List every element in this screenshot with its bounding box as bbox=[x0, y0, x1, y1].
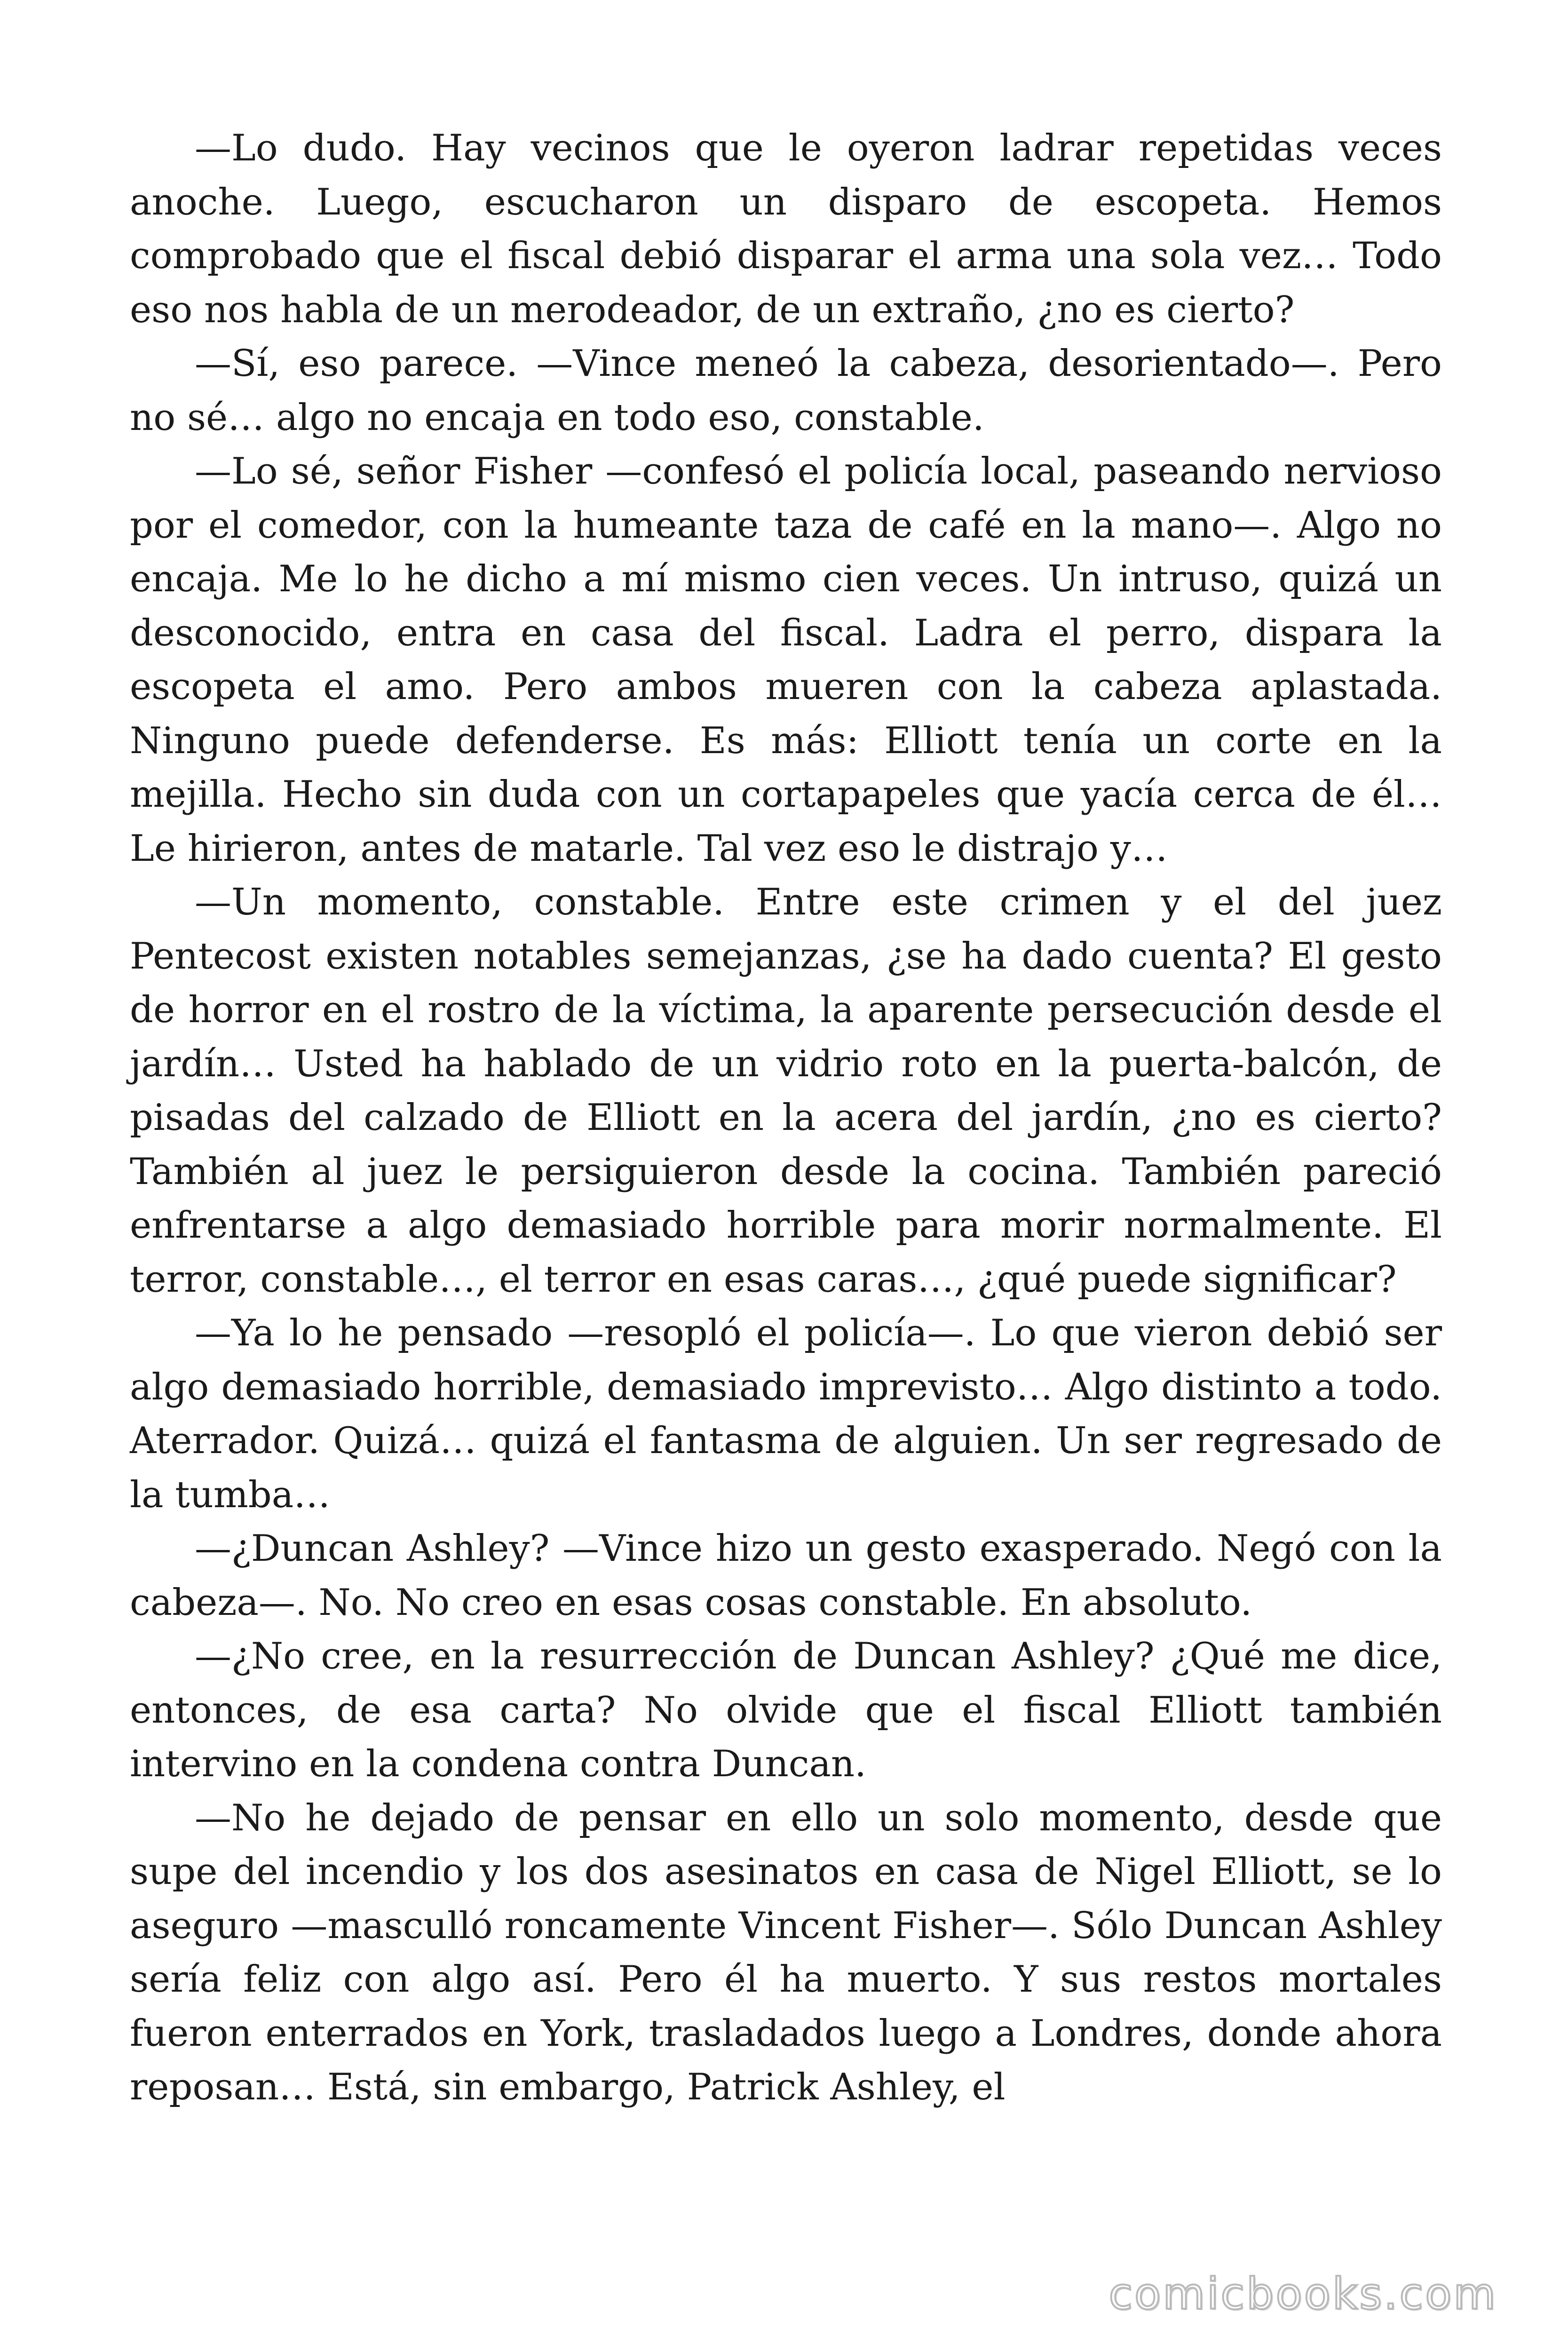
page-text-body bbox=[130, 121, 1442, 2114]
paragraph: —No he dejado de pensar en ello un solo momento, desde que supe del incendio y los dos asesinatos en casa de Nigel Elliott, se lo aseguro —masculló roncamente Vincent Fisher—. Sólo Duncan Ashley sería feliz con algo así. Pero él ha muerto. Y sus restos mortales fueron enterrados en York, trasladados luego a Londres, donde ahora reposan… Está, sin embargo, Patrick Ashley, el bbox=[130, 1796, 1442, 2108]
paragraph: —Ya lo he pensado —resopló el policía—. Lo que vieron debió ser algo demasiado horrible, demasiado imprevisto… Algo distinto a todo. Aterrador. Quizá… quizá el fantasma de alguien. Un ser regresado de la tumba… bbox=[130, 1312, 1442, 1516]
paragraph: —Lo sé, señor Fisher —confesó el policía local, paseando nervioso por el comedor, con la humeante taza de café en la mano—. Algo no encaja. Me lo he dicho a mí mismo cien veces. Un intruso, quizá un desconocido, entra en casa del fiscal. Ladra el perro, dispara la escopeta el amo. Pero ambos mueren con la cabeza aplastada. Ninguno puede defenderse. Es más: Elliott tenía un corte en la mejilla. Hecho sin duda con un cortapapeles que yacía cerca de él… Le hirieron, antes de matarle. Tal vez eso le distrajo y… bbox=[130, 450, 1442, 870]
paragraph: —Sí, eso parece. —Vince meneó la cabeza, desorientado—. Pero no sé… algo no encaja en todo eso, constable. bbox=[130, 342, 1442, 439]
paragraph: —¿Duncan Ashley? —Vince hizo un gesto exasperado. Negó con la cabeza—. No. No creo en esas cosas constable. En absoluto. bbox=[130, 1527, 1442, 1624]
watermark: comicbooks.com bbox=[1109, 2269, 1497, 2319]
paragraph: —Un momento, constable. Entre este crimen y el del juez Pentecost existen notables semejanzas, ¿se ha dado cuenta? El gesto de horror en el rostro de la víctima, la aparente persecución desde el jardín… Usted ha hablado de un vidrio roto en la puerta-balcón, de pisadas del calzado de Elliott en la acera del jardín, ¿no es cierto? También al juez le persiguieron desde la cocina. También pareció enfrentarse a algo demasiado horrible para morir normalmente. El terror, constable…, el terror en esas caras…, ¿qué puede significar? bbox=[130, 881, 1442, 1301]
paragraph: —Lo dudo. Hay vecinos que le oyeron ladrar repetidas veces anoche. Luego, escucharon un disparo de escopeta. Hemos comprobado que el fiscal debió disparar el arma una sola vez… Todo eso nos habla de un merodeador, de un extraño, ¿no es cierto? bbox=[130, 127, 1442, 331]
paragraph: —¿No cree, en la resurrección de Duncan Ashley? ¿Qué me dice, entonces, de esa carta? No olvide que el fiscal Elliott también intervino en la condena contra Duncan. bbox=[130, 1635, 1442, 1785]
